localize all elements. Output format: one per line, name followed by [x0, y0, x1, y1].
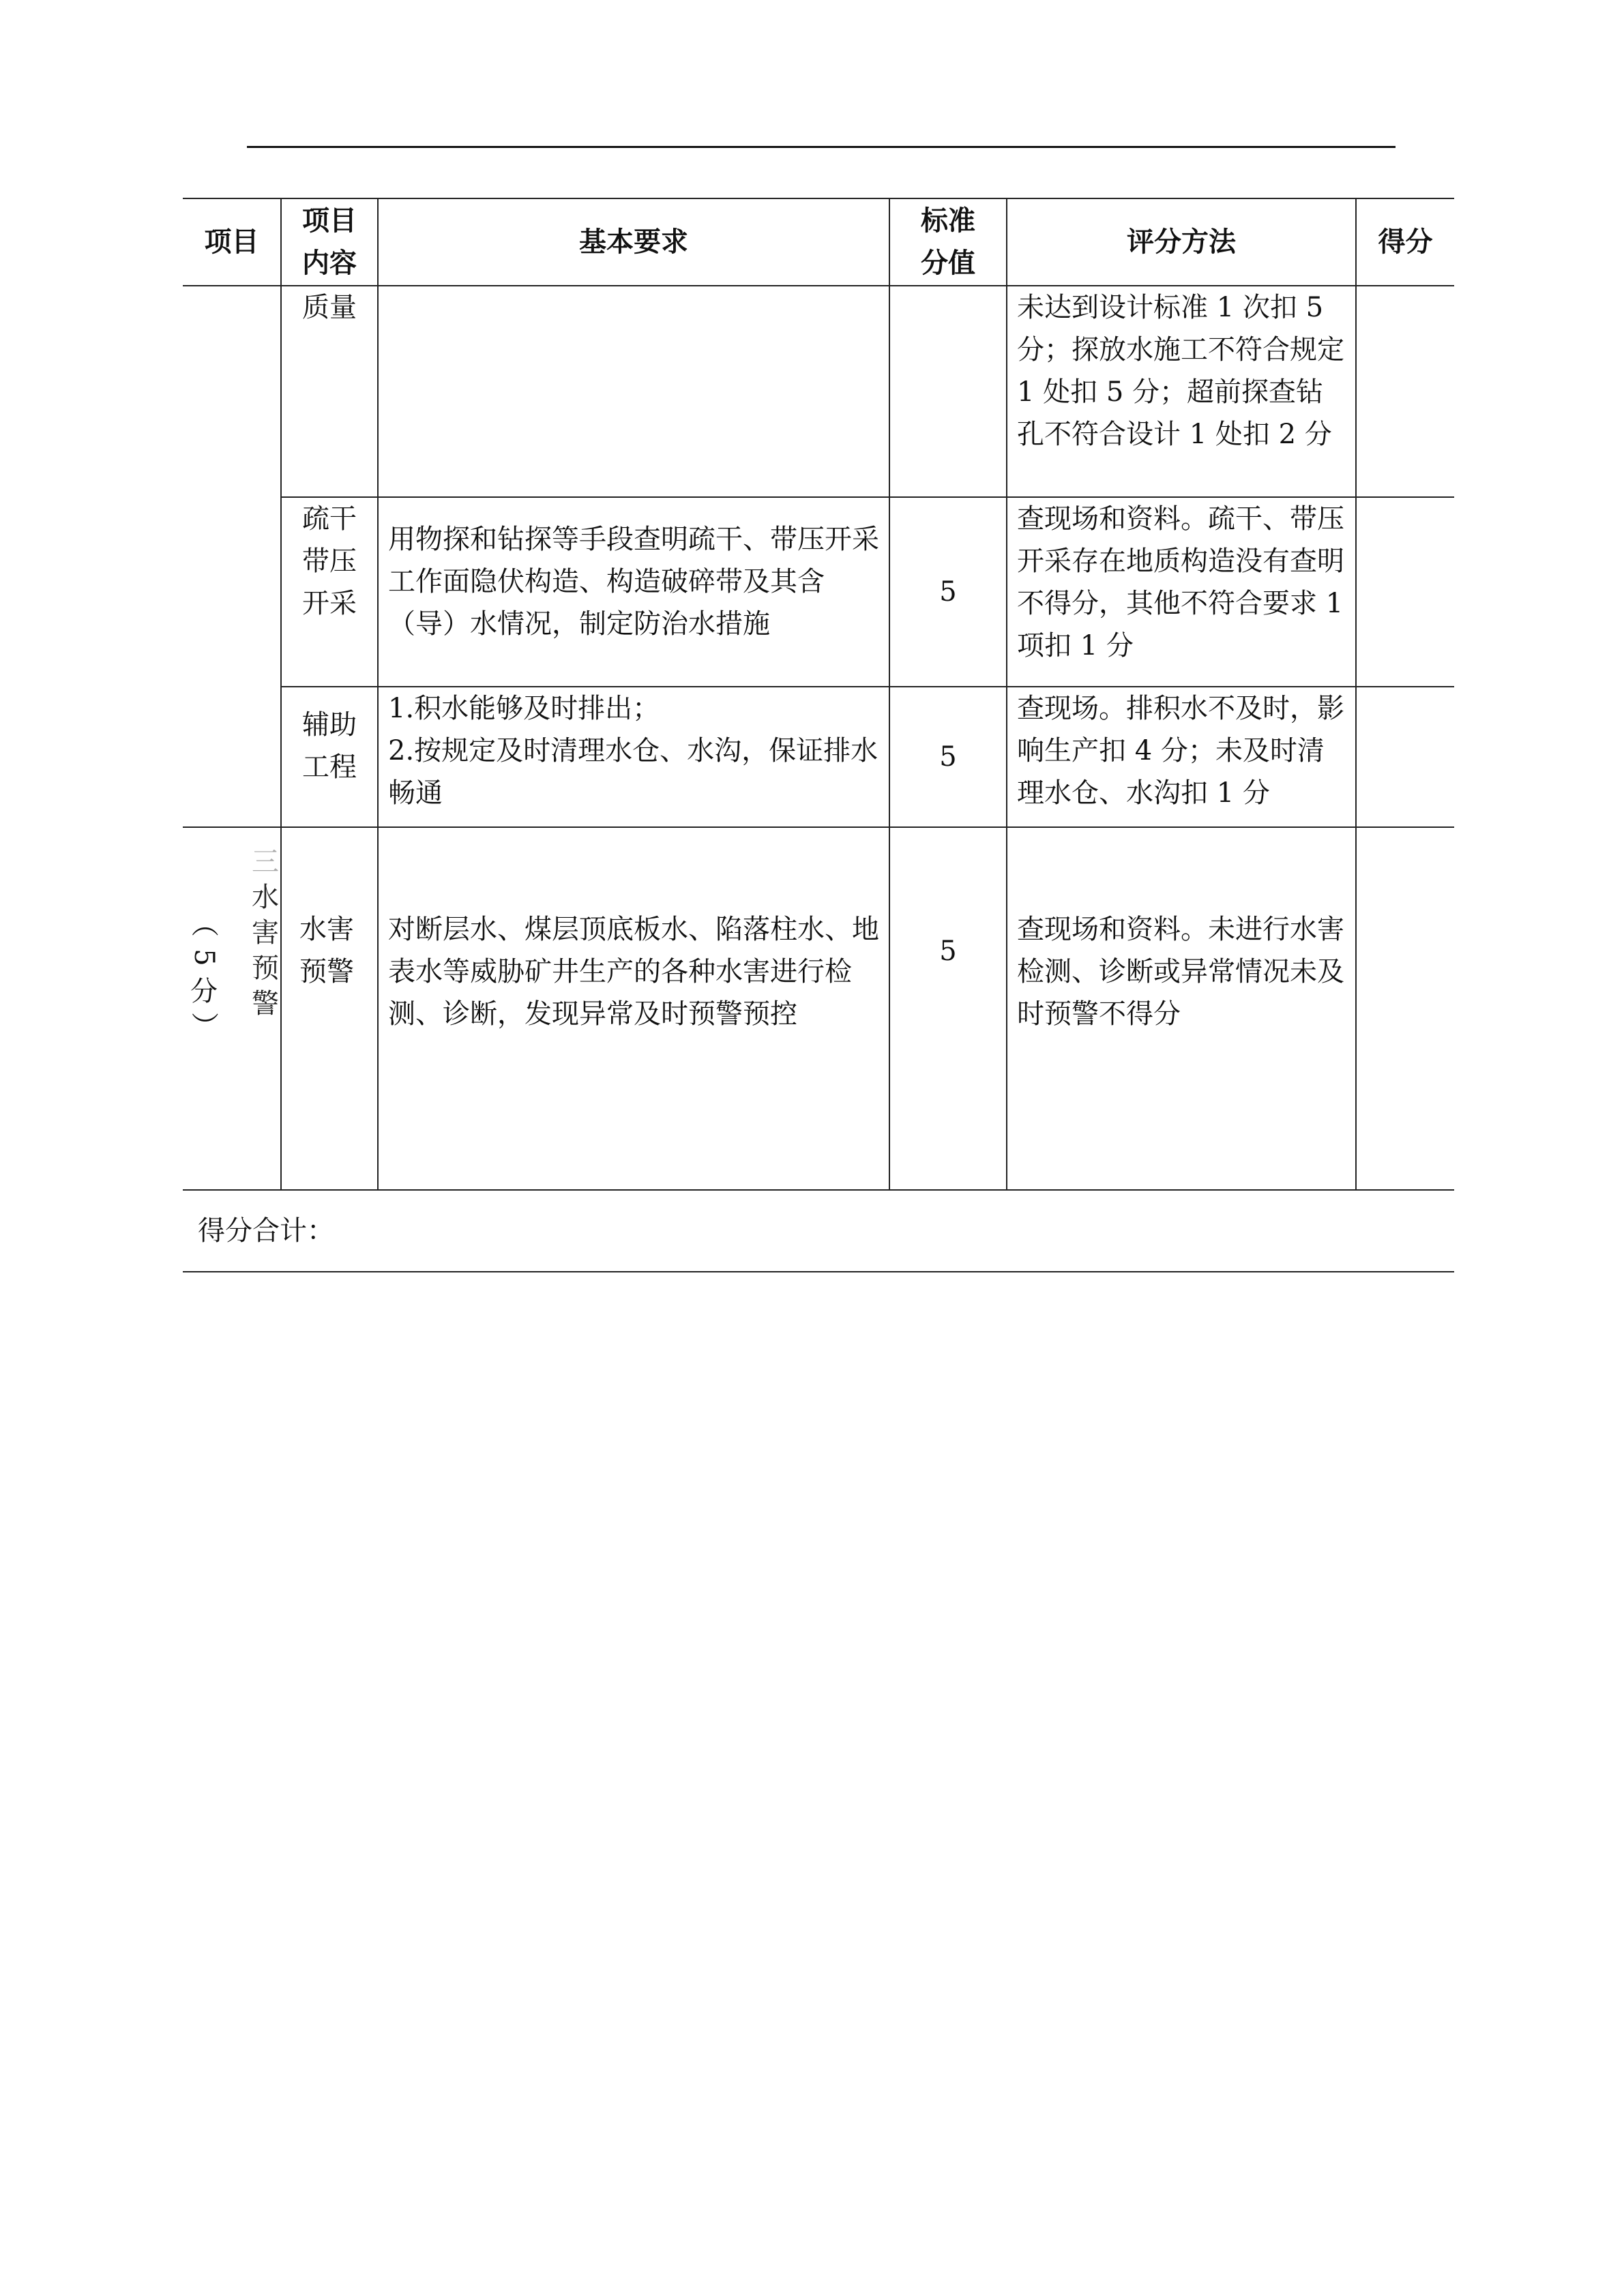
section-name-char: 水: [252, 882, 279, 913]
method-cell: 查现场和资料。疏干、带压开采存在地质构造没有查明不得分，其他不符合要求 1 项扣 1 分: [1007, 497, 1356, 687]
points-cell: [889, 286, 1007, 497]
section-score-char: （: [188, 910, 220, 937]
header-requirement: 基本要求: [378, 198, 889, 286]
method-cell: 未达到设计标准 1 次扣 5 分；探放水施工不符合规定 1 处扣 5 分；超前探查钻孔不符合设计 1 处扣 2 分: [1007, 286, 1356, 497]
header-score: 得分: [1356, 198, 1454, 286]
score-cell[interactable]: [1356, 827, 1454, 1190]
score-cell[interactable]: [1356, 497, 1454, 687]
points-cell: 5: [889, 497, 1007, 687]
section-number: 三: [252, 846, 279, 878]
header-method: 评分方法: [1007, 198, 1356, 286]
section-name-char: 警: [252, 988, 279, 1019]
scoring-table: [183, 198, 1454, 1272]
method-cell: 查现场和资料。未进行水害检测、诊断或异常情况未及时预警不得分: [1007, 827, 1356, 1190]
header-content: 项目内容: [281, 198, 378, 286]
table-row: [183, 827, 1454, 1190]
score-cell[interactable]: [1356, 286, 1454, 497]
points-cell: 5: [889, 687, 1007, 827]
score-cell[interactable]: [1356, 687, 1454, 827]
section-project-cell: [183, 827, 281, 1190]
table-row: [183, 286, 1454, 497]
section-score-char: ）: [188, 1012, 220, 1039]
table-row: [183, 497, 1454, 687]
section-score-vertical: [187, 910, 221, 1114]
content-cell: 疏干带压开采: [281, 497, 378, 687]
content-cell: 水害预警: [281, 827, 378, 1190]
table-header-row: [183, 198, 1454, 286]
requirement-cell: 用物探和钻探等手段查明疏干、带压开采工作面隐伏构造、构造破碎带及其含（导）水情况，制定防治水措施: [378, 497, 889, 687]
section-name-char: 害: [252, 917, 279, 949]
header-points: 标准分值: [889, 198, 1007, 286]
header-project: 项目: [183, 198, 281, 286]
requirement-cell: 对断层水、煤层顶底板水、陷落柱水、地表水等威胁矿井生产的各种水害进行检测、诊断，发现异常及时预警预控: [378, 827, 889, 1190]
section-name-vertical: [252, 844, 279, 1022]
total-row: [183, 1190, 1454, 1272]
points-cell: 5: [889, 827, 1007, 1190]
method-cell: 查现场。排积水不及时，影响生产扣 4 分；未及时清理水仓、水沟扣 1 分: [1007, 687, 1356, 827]
requirement-cell: 1.积水能够及时排出； 2.按规定及时清理水仓、水沟，保证排水畅通: [378, 687, 889, 827]
table-row: [183, 687, 1454, 827]
section-score-char: 分: [190, 976, 218, 1007]
project-cell-continued: [183, 286, 281, 827]
section-name-char: 预: [252, 953, 279, 984]
content-cell: 辅助工程: [281, 687, 378, 827]
content-cell: 质量: [281, 286, 378, 497]
section-score-char: 5: [188, 949, 220, 966]
requirement-cell: [378, 286, 889, 497]
header-rule: [247, 146, 1396, 148]
total-label: 得分合计：: [183, 1190, 1454, 1272]
